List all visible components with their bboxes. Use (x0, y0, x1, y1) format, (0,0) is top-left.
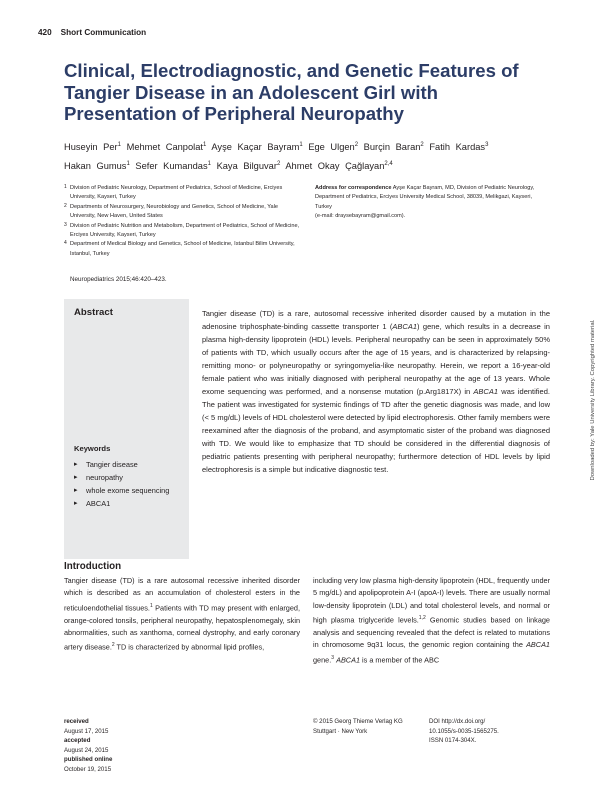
section-label: Short Communication (60, 28, 147, 37)
affiliation-text: Departments of Neurosurgery, Neurobiology and Genetics, School of Medicine, Yale University, New Haven, United States (70, 203, 279, 220)
author-affiliation-mark: 3 (485, 142, 489, 148)
date-value: August 17, 2015 (64, 727, 109, 735)
author-name: Sefer Kumandas$^1$ (135, 161, 211, 172)
author-affiliation-mark: 1 (126, 161, 130, 168)
correspondence-email: (e-mail: draysebayram@gmail.com). (315, 213, 406, 220)
date-value: October 19, 2015 (64, 765, 112, 773)
date-label: received (64, 718, 89, 725)
abstract-run: Tangier disease (TD) is a rare, autosomal recessive inherited disorder caused by a mutation in the adenosine triphosphate-binding cassette transporter 1 ( (202, 309, 550, 331)
author-name: Burçin Baran$^2$ (363, 142, 424, 153)
gene-name: ABCA1 (526, 640, 550, 650)
affiliation-number: 4 (64, 240, 67, 247)
download-watermark-text: Downloaded by: Yale University Library. Copyrighted material. (590, 319, 596, 481)
date-label: accepted (64, 737, 91, 745)
affiliation-item (64, 240, 304, 259)
intro-text-run: Patients with TD may present with enlarged, orange-colored tonsils, peripheral neuropathy, hepatosplenomegaly, skin abnormalities, such as xanthoma, corneal dystrophy, and early coronary artery disease. (64, 603, 301, 652)
correspondence-label: Address for correspondence (315, 185, 392, 191)
citation: Neuropediatrics 2015;46:420–423. (70, 276, 167, 283)
intro-text-run: Genomic studies based on linkage analysis and sequencing revealed that the defect is related to mutations in chromosome 9q31 locus, the genomic region containing the (313, 615, 550, 650)
reference-mark: 1,2 (418, 615, 426, 622)
affiliation-text: Department of Medical Biology and Genetics, School of Medicine, Istanbul Bilim University, Istanbul, Turkey (70, 241, 295, 257)
keyword-item: ▸ ABCA1 (74, 497, 184, 510)
author-name: Fatih Kardas$^3$ (429, 142, 489, 153)
affiliations (64, 184, 304, 259)
affiliation-text: Division of Pediatric Neurology, Department of Pediatrics, School of Medicine, Erciyes University, Kayseri, Turkey (70, 185, 283, 201)
running-header (38, 28, 146, 37)
doi-line: 10.1055/s-0035-1565275. (429, 727, 499, 735)
author-affiliation-mark: 2 (420, 142, 424, 148)
author-name: Hakan Gumus$^1$ (64, 161, 130, 172)
intro-text-run: gene. (313, 655, 332, 665)
doi-info (429, 717, 499, 746)
author-affiliation-mark: 2 (354, 142, 359, 148)
keyword-item: ▸ whole exome sequencing (74, 484, 184, 497)
abstract-run: ) gene, which results in a decrease in plasma high-density lipoprotein (HDL) levels. Peripheral neuropathy can be seen in approximately 50% of patients with TD, which usually occurs after the age of 15 years, and is characterized by relapsing-remitting mono- or polyneuropathy or syringomyelia-like neuropathy. Herein, we report a 16-year-old female patient who was initially diagnosed with peripheral neuropathy at the age of 13 years. Whole exome sequencing was performed, and a nonsense mutation (p.Arg1817X) in (202, 322, 550, 396)
intro-text-run: including very low plasma high-density lipoprotein (HDL, frequently under 5 mg/dL) and apolipoprotein A-I (apoA-I) levels. There are usually normal low-density lipoprotein (LDL) and total cholesterol levels, and normal or high plasma triglyceride levels. (313, 576, 550, 625)
author-name: Ayşe Kaçar Bayram$^1$ (211, 142, 303, 153)
keyword-item: ▸ Tangier disease (74, 458, 184, 471)
reference-mark: 3 (331, 654, 335, 661)
intro-text-run: TD is characterized by abnormal lipid profiles, (114, 642, 265, 652)
intro-column-left (64, 575, 300, 654)
reference-mark: 1 (149, 602, 153, 609)
author-name: Huseyin Per$^1$ (64, 142, 121, 153)
download-watermark (588, 290, 598, 510)
author-affiliation-mark: 1 (117, 142, 121, 148)
affiliation-number: 2 (64, 202, 67, 209)
author-name: Ege Ulgen$^2$ (308, 142, 359, 153)
article-title: Clinical, Electrodiagnostic, and Genetic Features of Tangier Disease in an Adolescent Girl with Presentation of Peripheral Neuropathy (64, 60, 519, 124)
affiliation-item (64, 222, 304, 241)
introduction-heading: Introduction (64, 561, 122, 572)
affiliation-item (64, 184, 304, 203)
page-number: 420 (38, 28, 52, 37)
abstract-heading: Abstract (74, 307, 113, 318)
affiliation-number: 3 (64, 221, 67, 228)
abstract-sidebar-panel (64, 299, 189, 559)
author-affiliation-mark: 1 (207, 161, 211, 168)
author-affiliation-mark: 2,4 (384, 161, 393, 168)
reference-mark: 2 (111, 642, 115, 649)
keywords-list (74, 458, 184, 510)
author-name: Ahmet Okay Çağlayan$^{2,4}$ (285, 161, 393, 172)
publisher-line: © 2015 Georg Thieme Verlag KG (313, 718, 403, 725)
correspondence-text: Ayşe Kaçar Bayram, MD, Division of Pediatric Neurology, Department of Pediatrics, Erciyes University Medical School, 38039, Melikgazi, Kayseri, Turkey (315, 185, 535, 210)
abstract-text (202, 307, 550, 476)
publisher-line: Stuttgart · New York (313, 727, 368, 735)
intro-text-run: is a member of the ABC (360, 655, 440, 665)
author-name: Kaya Bilguvar$^2$ (216, 161, 281, 172)
abstract-run: was identified. The patient was investigated for systemic findings of TD after the genetic diagnosis was made, and low (< 5 mg/dL) levels of HDL cholesterol were detected by lipid electrophoresis. Other family members were reexamined after the diagnosis of the proband, and asymptomatic sister of the proband was diagnosed with TD. We would like to emphasize that TD should be considered in the differential diagnosis of pediatric patients presenting with peripheral neuropathy; furthermore detection of HDL levels by lipid electrophoresis is a simple but indicative diagnostic test. (202, 387, 550, 474)
intro-text-run: Tangier disease (TD) is a rare autosomal recessive inherited disorder which is described as an accumulation of cholesterol esters in the reticuloendothelial tissues. (64, 576, 300, 613)
doi-line: ISSN 0174-304X. (429, 737, 477, 745)
affiliation-text: Division of Pediatric Nutrition and Metabolism, Department of Pediatrics, School of Medicine, Erciyes University, Kayseri, Turkey (70, 222, 300, 239)
publisher-info (313, 717, 403, 736)
author-list (64, 137, 564, 175)
date-label: published online (64, 756, 113, 764)
author-name: Mehmet Canpolat$^1$ (126, 142, 207, 153)
date-value: August 24, 2015 (64, 746, 109, 754)
author-affiliation-mark: 2 (276, 161, 281, 168)
author-affiliation-mark: 1 (299, 142, 303, 148)
correspondence (315, 184, 545, 222)
author-affiliation-mark: 1 (202, 142, 207, 148)
affiliation-item (64, 203, 304, 222)
gene-name: ABCA1 (392, 322, 418, 331)
affiliation-number: 1 (64, 184, 67, 190)
intro-column-right (313, 575, 550, 667)
gene-name: ABCA1 (473, 387, 499, 396)
doi-line: DOI http://dx.doi.org/ (429, 718, 486, 725)
keywords-heading: Keywords (74, 444, 111, 453)
gene-name: ABCA1 (336, 655, 361, 665)
article-dates (64, 717, 112, 775)
keyword-item: ▸ neuropathy (74, 471, 184, 484)
